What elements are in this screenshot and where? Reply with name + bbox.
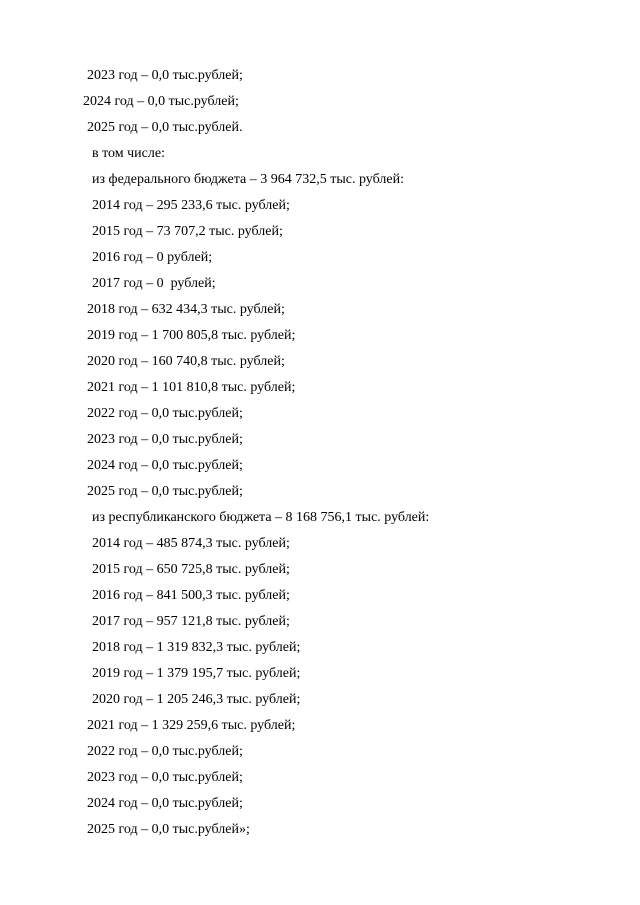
republican-line-2017: 2017 год – 957 121,8 тыс. рублей; (92, 614, 290, 629)
federal-line-2024: 2024 год – 0,0 тыс.рублей; (87, 458, 243, 473)
republican-line-2020: 2020 год – 1 205 246,3 тыс. рублей; (92, 692, 301, 707)
federal-line-2020: 2020 год – 160 740,8 тыс. рублей; (87, 354, 285, 369)
federal-line-2019: 2019 год – 1 700 805,8 тыс. рублей; (87, 328, 296, 343)
federal-line-2023: 2023 год – 0,0 тыс.рублей; (87, 432, 243, 447)
federal-line-2022: 2022 год – 0,0 тыс.рублей; (87, 406, 243, 421)
republican-line-2019: 2019 год – 1 379 195,7 тыс. рублей; (92, 666, 301, 681)
republican-line-2022: 2022 год – 0,0 тыс.рублей; (87, 744, 243, 759)
republican-budget-heading: из республиканского бюджета – 8 168 756,1 тыс. рублей: (92, 510, 430, 525)
text-line-2024-total: 2024 год – 0,0 тыс.рублей; (83, 94, 239, 109)
republican-line-2018: 2018 год – 1 319 832,3 тыс. рублей; (92, 640, 301, 655)
federal-budget-heading: из федерального бюджета – 3 964 732,5 тыс. рублей: (92, 172, 404, 187)
federal-line-2018: 2018 год – 632 434,3 тыс. рублей; (87, 302, 285, 317)
federal-line-2014: 2014 год – 295 233,6 тыс. рублей; (92, 198, 290, 213)
federal-line-2016: 2016 год – 0 рублей; (92, 250, 213, 265)
republican-line-2014: 2014 год – 485 874,3 тыс. рублей; (92, 536, 290, 551)
federal-line-2015: 2015 год – 73 707,2 тыс. рублей; (92, 224, 283, 239)
federal-line-2021: 2021 год – 1 101 810,8 тыс. рублей; (87, 380, 296, 395)
text-line-2023-total: 2023 год – 0,0 тыс.рублей; (87, 68, 243, 83)
federal-line-2025: 2025 год – 0,0 тыс.рублей; (87, 484, 243, 499)
republican-line-2016: 2016 год – 841 500,3 тыс. рублей; (92, 588, 290, 603)
republican-line-2015: 2015 год – 650 725,8 тыс. рублей; (92, 562, 290, 577)
republican-line-2023: 2023 год – 0,0 тыс.рублей; (87, 770, 243, 785)
republican-line-2025: 2025 год – 0,0 тыс.рублей»; (87, 822, 250, 837)
republican-line-2021: 2021 год – 1 329 259,6 тыс. рублей; (87, 718, 296, 733)
text-line-including: в том числе: (92, 146, 165, 161)
text-line-2025-total: 2025 год – 0,0 тыс.рублей. (87, 120, 243, 135)
federal-line-2017: 2017 год – 0 рублей; (92, 276, 216, 291)
republican-line-2024: 2024 год – 0,0 тыс.рублей; (87, 796, 243, 811)
